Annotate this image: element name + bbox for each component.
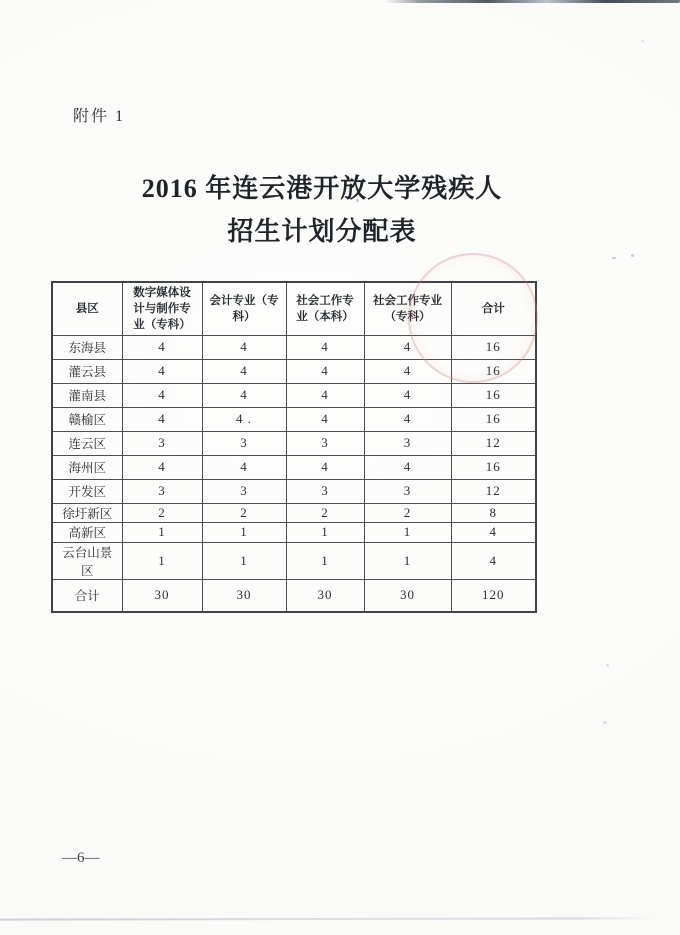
district-name-cell: 灌云县 <box>52 359 122 383</box>
column-header: 会计专业（专科） <box>202 282 286 335</box>
scan-speck <box>606 664 609 667</box>
total-value-cell: 30 <box>202 579 286 612</box>
value-cell: 4 <box>122 359 202 383</box>
scan-speck <box>612 257 616 259</box>
column-header: 县区 <box>52 282 122 335</box>
value-cell: 4 <box>364 455 451 479</box>
value-cell: 2 <box>286 503 364 522</box>
scan-speck <box>603 721 607 724</box>
column-header: 社会工作专业（专科） <box>364 282 451 335</box>
value-cell: 16 <box>451 455 536 479</box>
value-cell: 4 <box>122 335 202 359</box>
value-cell: 3 <box>286 431 364 455</box>
scan-speck <box>356 199 359 202</box>
table-row <box>52 542 536 579</box>
table-row <box>52 359 536 383</box>
value-cell: 4 . <box>202 407 286 431</box>
value-cell: 4 <box>286 335 364 359</box>
value-cell: 1 <box>286 522 364 542</box>
value-cell: 4 <box>286 383 364 407</box>
value-cell: 4 <box>286 359 364 383</box>
value-cell: 1 <box>122 522 202 542</box>
value-cell: 2 <box>364 503 451 522</box>
table-body <box>52 335 536 612</box>
value-cell: 12 <box>451 479 536 503</box>
document-title <box>0 167 644 253</box>
table-row <box>52 335 536 359</box>
value-cell: 4 <box>364 383 451 407</box>
table-row <box>52 479 536 503</box>
value-cell: 3 <box>364 431 451 455</box>
table-row <box>52 503 536 522</box>
value-cell: 8 <box>451 503 536 522</box>
column-header: 社会工作专业（本科） <box>286 282 364 335</box>
table-row <box>52 522 536 542</box>
value-cell: 4 <box>202 335 286 359</box>
total-label-cell: 合计 <box>52 579 122 612</box>
total-value-cell: 30 <box>122 579 202 612</box>
value-cell: 4 <box>122 383 202 407</box>
value-cell: 4 <box>122 407 202 431</box>
attachment-label: 附件 1 <box>73 108 126 125</box>
value-cell: 4 <box>286 455 364 479</box>
value-cell: 4 <box>202 383 286 407</box>
value-cell: 1 <box>364 522 451 542</box>
value-cell: 4 <box>451 522 536 542</box>
district-name-cell: 灌南县 <box>52 383 122 407</box>
page-number: —6— <box>62 850 100 866</box>
value-cell: 3 <box>122 431 202 455</box>
table-row <box>52 383 536 407</box>
total-value-cell: 30 <box>286 579 364 612</box>
value-cell: 2 <box>122 503 202 522</box>
value-cell: 3 <box>202 479 286 503</box>
district-name-cell: 徐圩新区 <box>52 503 122 522</box>
value-cell: 3 <box>202 431 286 455</box>
value-cell: 4 <box>364 407 451 431</box>
value-cell: 16 <box>451 359 536 383</box>
value-cell: 1 <box>364 542 451 579</box>
value-cell: 4 <box>364 335 451 359</box>
value-cell: 2 <box>202 503 286 522</box>
scan-speck <box>641 40 644 42</box>
column-header: 数字媒体设计与制作专业（专科） <box>122 282 202 335</box>
value-cell: 16 <box>451 383 536 407</box>
value-cell: 3 <box>122 479 202 503</box>
table-row <box>52 455 536 479</box>
district-name-cell: 东海县 <box>52 335 122 359</box>
district-name-cell: 云台山景区 <box>52 542 122 579</box>
value-cell: 12 <box>451 431 536 455</box>
scan-fold-line <box>0 917 655 920</box>
scan-edge-artifact <box>385 0 680 3</box>
value-cell: 3 <box>286 479 364 503</box>
value-cell: 1 <box>202 542 286 579</box>
enrollment-allocation-table <box>51 281 537 613</box>
district-name-cell: 开发区 <box>52 479 122 503</box>
value-cell: 4 <box>202 359 286 383</box>
value-cell: 4 <box>364 359 451 383</box>
value-cell: 16 <box>451 407 536 431</box>
value-cell: 1 <box>286 542 364 579</box>
title-line-1: 2016 年连云港开放大学残疾人 <box>141 174 503 203</box>
district-name-cell: 赣榆区 <box>52 407 122 431</box>
value-cell: 16 <box>451 335 536 359</box>
title-line-2: 招生计划分配表 <box>227 217 417 246</box>
scan-speck <box>631 254 634 257</box>
value-cell: 3 <box>364 479 451 503</box>
table-header-row <box>52 282 536 335</box>
total-value-cell: 30 <box>364 579 451 612</box>
value-cell: 4 <box>122 455 202 479</box>
table-row <box>52 431 536 455</box>
value-cell: 1 <box>122 542 202 579</box>
district-name-cell: 连云区 <box>52 431 122 455</box>
value-cell: 1 <box>202 522 286 542</box>
district-name-cell: 海州区 <box>52 455 122 479</box>
value-cell: 4 <box>451 542 536 579</box>
district-name-cell: 高新区 <box>52 522 122 542</box>
table-row <box>52 407 536 431</box>
value-cell: 4 <box>202 455 286 479</box>
column-header: 合计 <box>451 282 536 335</box>
total-value-cell: 120 <box>451 579 536 612</box>
table-total-row <box>52 579 536 612</box>
value-cell: 4 <box>286 407 364 431</box>
